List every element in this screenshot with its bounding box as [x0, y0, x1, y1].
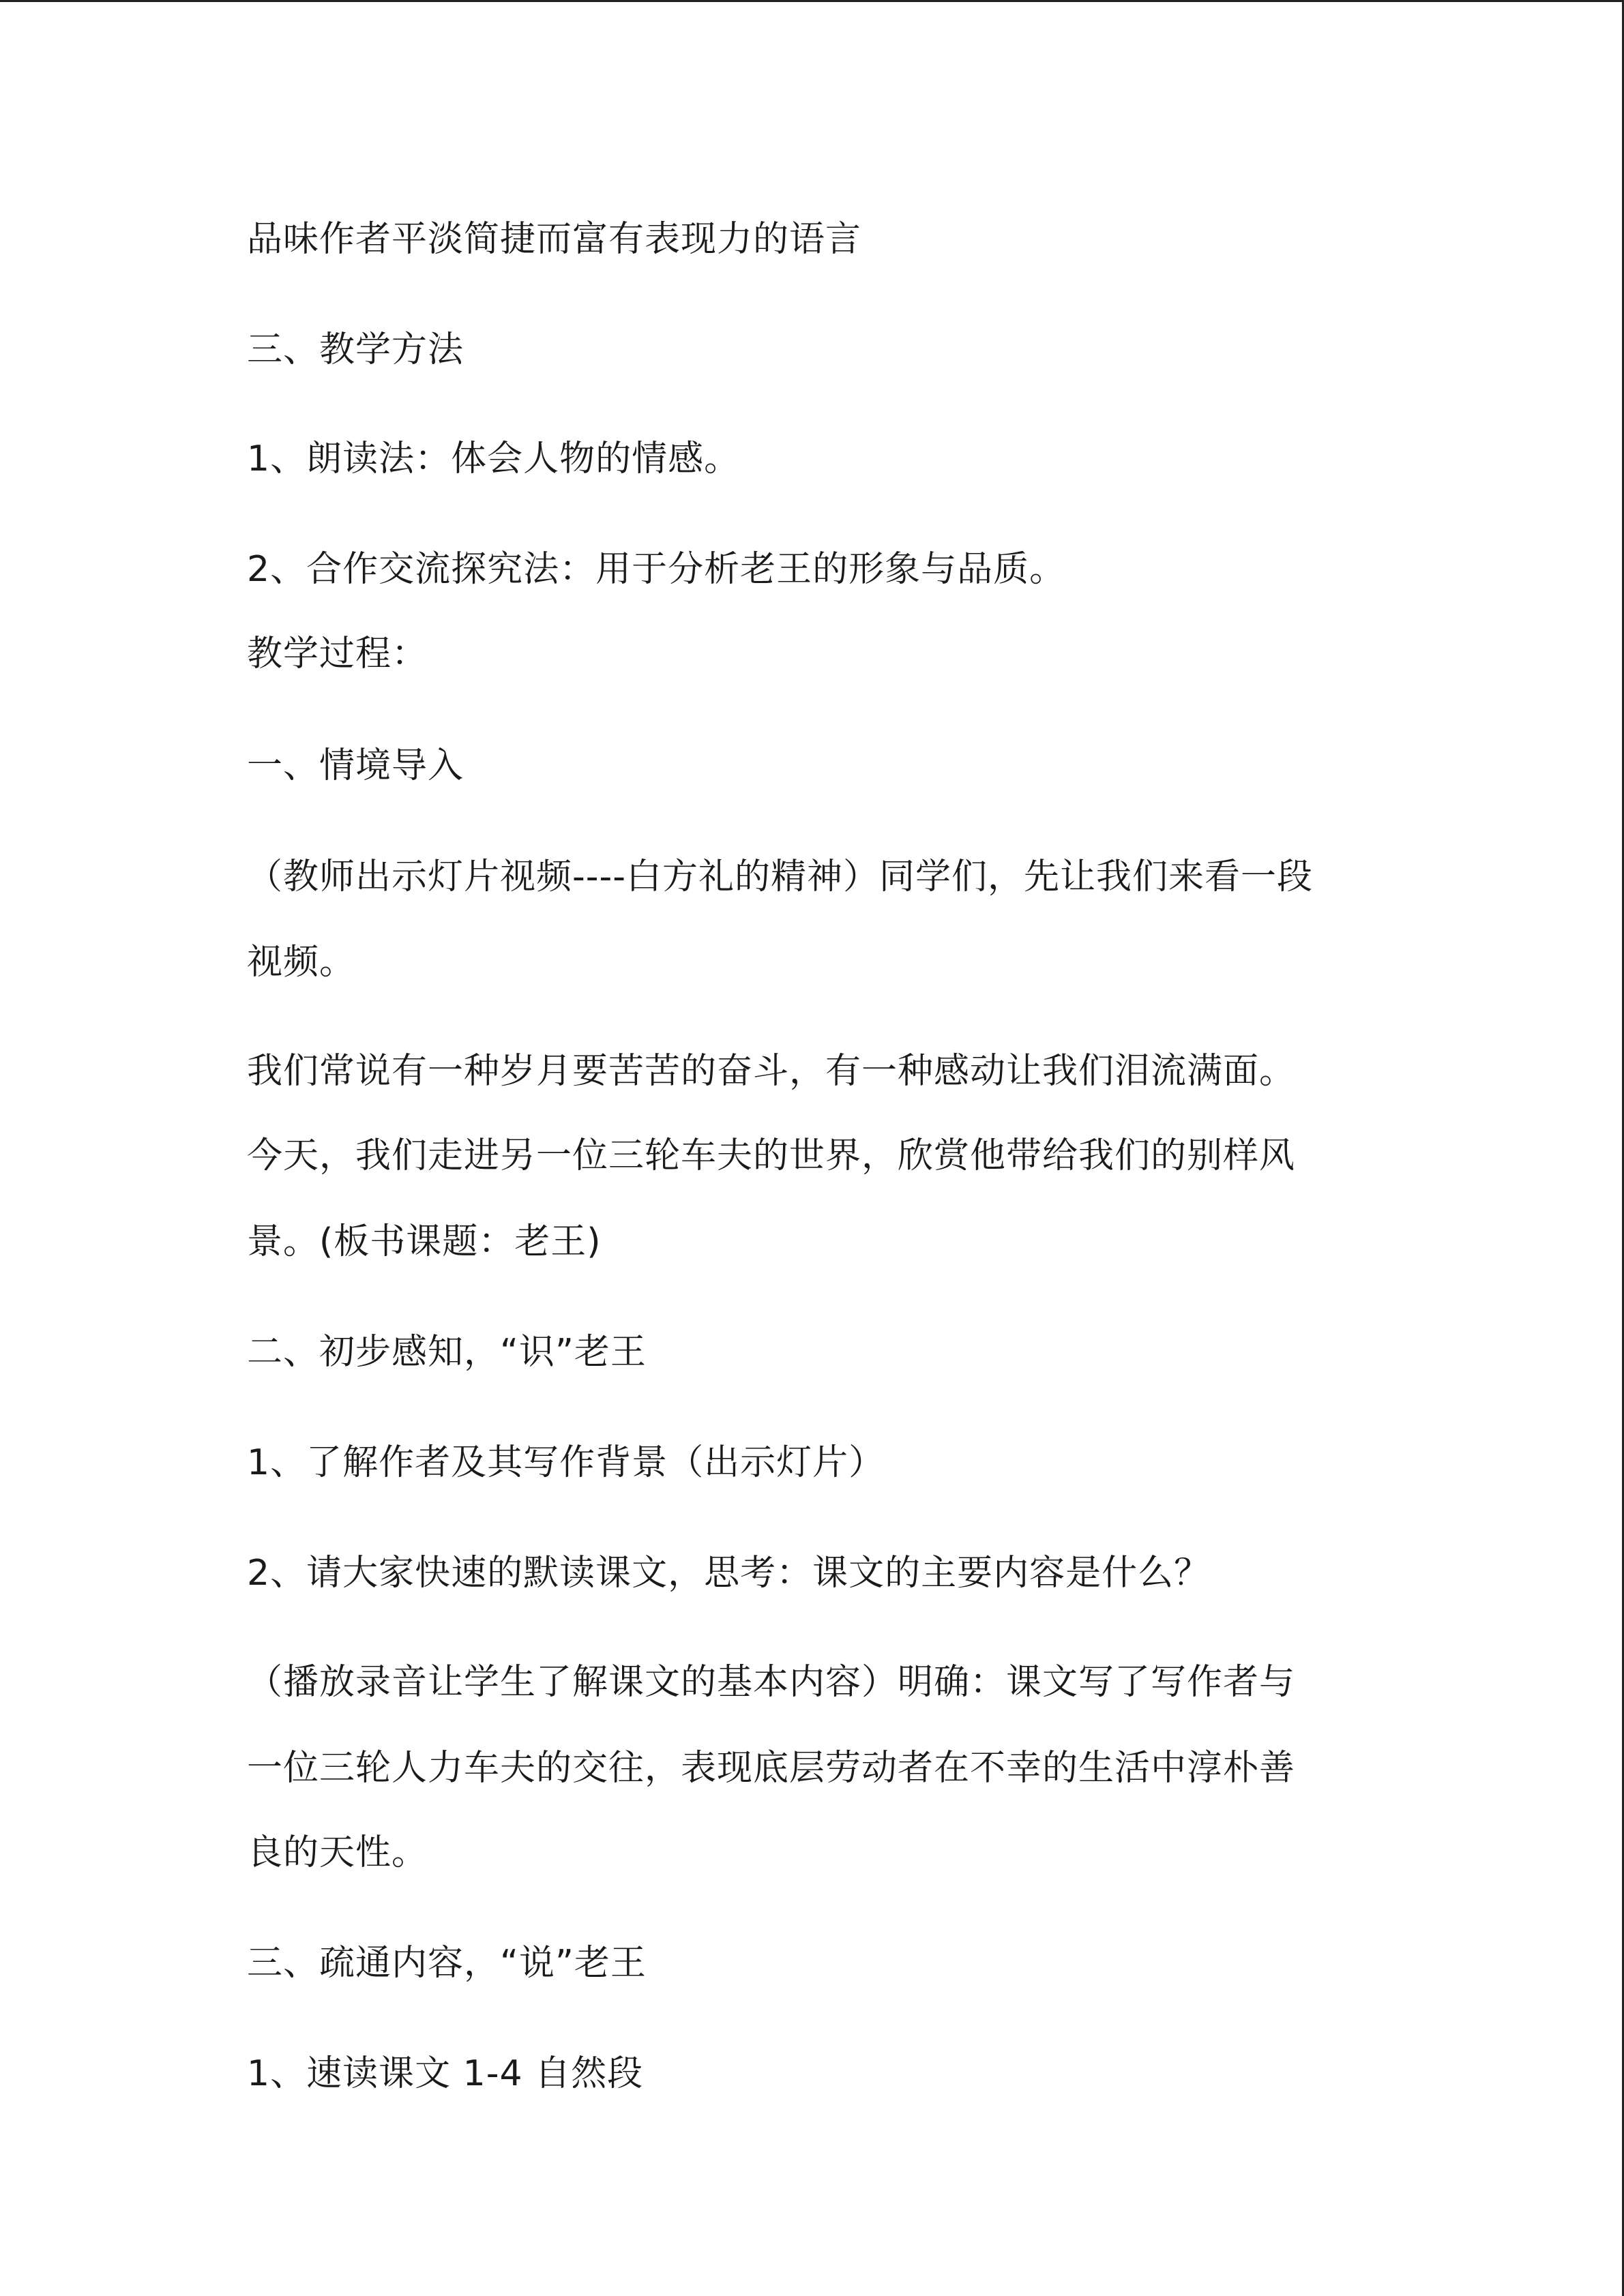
section-heading: 三、教学方法 — [247, 329, 464, 370]
text-line: 1、速读课文 1-4 自然段 — [247, 2053, 644, 2094]
section-heading: 二、初步感知，“识”老王 — [247, 1332, 647, 1373]
section-heading: 一、情境导入 — [247, 745, 464, 786]
text-line: 2、请大家快速的默读课文，思考：课文的主要内容是什么？ — [247, 1553, 1211, 1594]
text-line: （教师出示灯片视频----白方礼的精神）同学们，先让我们来看一段 — [247, 856, 1314, 897]
text-line: 视频。 — [247, 942, 356, 983]
text-line: 景。(板书课题：老王) — [247, 1221, 602, 1262]
section-heading: 教学过程： — [247, 633, 428, 674]
text-line: 良的天性。 — [247, 1832, 428, 1873]
text-line: （播放录音让学生了解课文的基本内容）明确：课文写了写作者与 — [247, 1662, 1296, 1703]
text-line: 品味作者平淡简捷而富有表现力的语言 — [247, 219, 862, 260]
text-line: 1、朗读法：体会人物的情感。 — [247, 438, 741, 479]
text-line: 1、了解作者及其写作背景（出示灯片） — [247, 1442, 885, 1483]
text-line: 2、合作交流探究法：用于分析老王的形象与品质。 — [247, 549, 1066, 590]
section-heading: 三、疏通内容，“说”老王 — [247, 1943, 647, 1984]
text-line: 我们常说有一种岁月要苦苦的奋斗，有一种感动让我们泪流满面。 — [247, 1051, 1296, 1092]
text-line: 今天，我们走进另一位三轮车夫的世界，欣赏他带给我们的别样风 — [247, 1135, 1296, 1176]
text-line: 一位三轮人力车夫的交往，表现底层劳动者在不幸的生活中淳朴善 — [247, 1748, 1296, 1789]
